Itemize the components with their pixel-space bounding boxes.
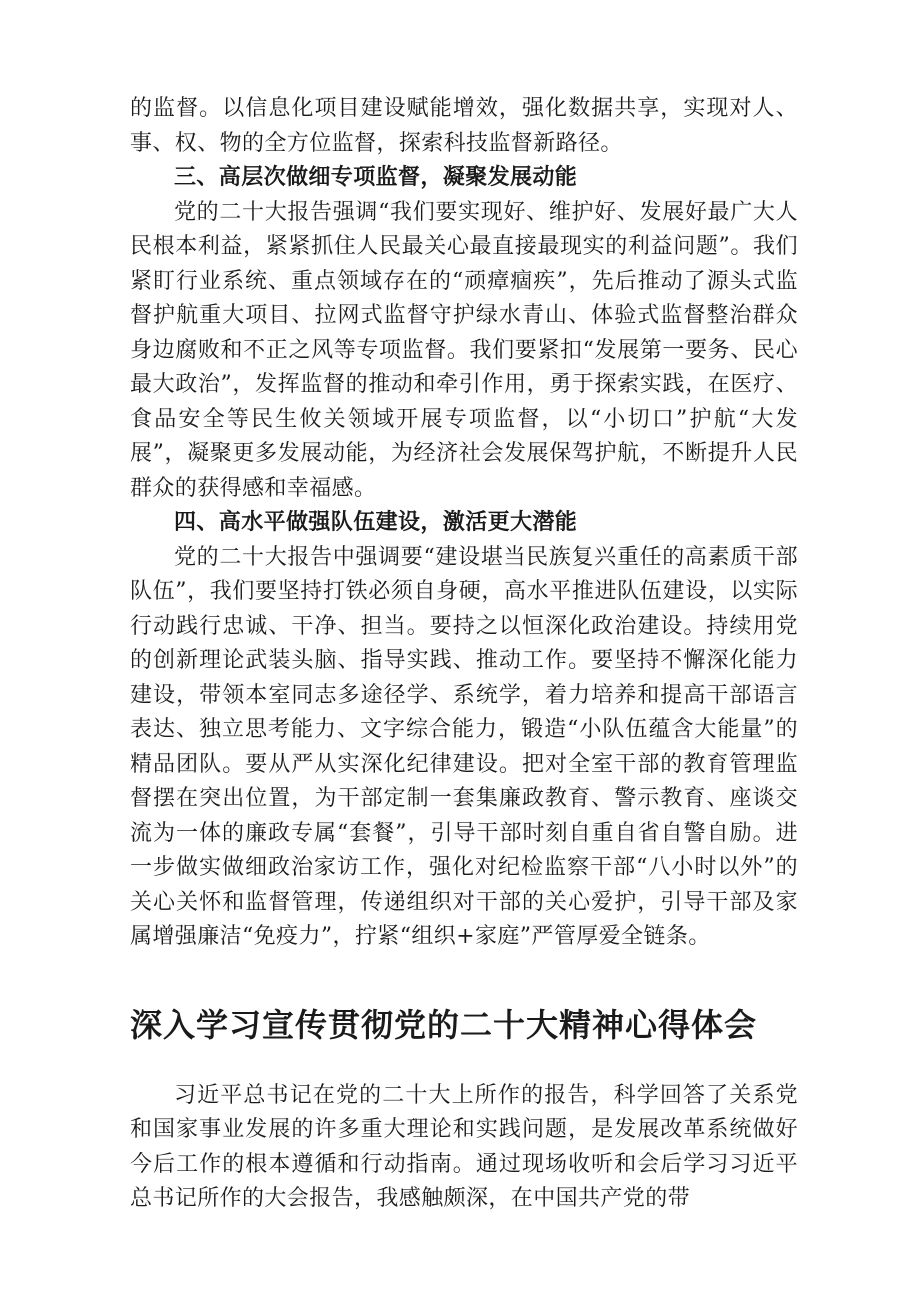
- document-page: [130, 92, 798, 1217]
- paragraph-section-4: 党的二十大报告中强调要“建设堪当民族复兴重任的高素质干部队伍”，我们要坚持打铁必须自身硬，高水平推进队伍建设，以实际行动践行忠诚、干净、担当。要持之以恒深化政治建设。持续用党的创新理论武装头脑、指导实践、推动工作。要坚持不懈深化能力建设，带领本室同志多途径学、系统学，着力培养和提高干部语言表达、独立思考能力、文字综合能力，锻造“小队伍蕴含大能量”的精品团队。要从严从实深化纪律建设。把对全室干部的教育管理监督摆在突出位置，为干部定制一套集廉政教育、警示教育、座谈交流为一体的廉政专属“套餐”，引导干部时刻自重自省自警自励。进一步做实做细政治家访工作，强化对纪检监察干部“八小时以外”的关心关怀和监督管理，传递组织对干部的关心爱护，引导干部及家属增强廉洁“免疫力”，拧紧“组织+家庭”严管厚爱全链条。: [130, 544, 798, 949]
- paragraph-section-3: 党的二十大报告强调“我们要实现好、维护好、发展好最广大人民根本利益，紧紧抓住人民最关心最直接最现实的利益问题”。我们紧盯行业系统、重点领域存在的“顽瘴痼疾”，先后推动了源头式监督护航重大项目、拉网式监督守护绿水青山、体验式监督整治群众身边腐败和不正之风等专项监督。我们要紧扣“发展第一要务、民心最大政治”，发挥监督的推动和牵引作用，勇于探索实践，在医疗、食品安全等民生攸关领域开展专项监督，以“小切口”护航“大发展”，凝聚更多发展动能，为经济社会发展保驾护航，不断提升人民群众的获得感和幸福感。: [130, 199, 798, 501]
- article-title: 深入学习宣传贯彻党的二十大精神心得体会: [130, 1005, 758, 1044]
- section-heading-4: 四、高水平做强队伍建设，激活更大潜能: [174, 510, 578, 535]
- paragraph-intro: 习近平总书记在党的二十大上所作的报告，科学回答了关系党和国家事业发展的许多重大理论和实践问题，是发展改革系统做好今后工作的根本遵循和行动指南。通过现场收听和会后学习习近平总书记所作的大会报告，我感触颇深，在中国共产党的带: [130, 1082, 798, 1211]
- paragraph-continued: 的监督。以信息化项目建设赋能增效，强化数据共享，实现对人、事、权、物的全方位监督，探索科技监督新路径。: [130, 96, 798, 156]
- section-heading-3: 三、高层次做细专项监督，凝聚发展动能: [174, 165, 578, 190]
